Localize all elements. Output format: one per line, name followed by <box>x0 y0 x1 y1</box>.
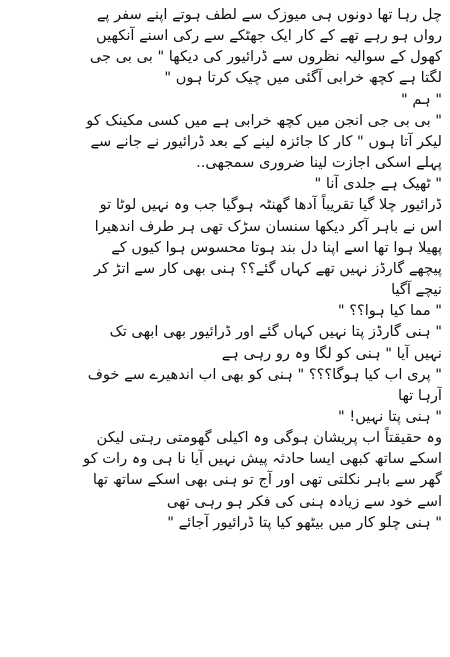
text-line: لگتا ہے کچھ خرابی آگئی میں چیک کرتا ہوں " <box>164 69 442 87</box>
text-line: پیچھے گارڈز نہیں تھے کہاں گئے؟؟ ہنی بھی کار سے اتڑ کر <box>93 259 442 277</box>
text-line: نہیں آیا " ہنی کو لگا وہ رو رہی ہے <box>221 344 442 362</box>
text-line: " مما کیا ہوا؟؟ " <box>337 302 442 320</box>
text-line: " ہم " <box>401 90 442 108</box>
text-line: کھول کے سوالیہ نظروں سے ڈرائیور کی دیکھا " بی بی جی <box>89 48 442 66</box>
text-line: اس نے باہر آکر دیکھا سنسان سڑک تھی ہر طرف اندھیرا <box>94 217 442 235</box>
text-line: " ہنی گارڈز پتا نہیں کہاں گئے اور ڈرائیور بھی ابھی تک <box>109 323 442 341</box>
text-line: آرہا تھا <box>398 386 442 404</box>
text-line: پہلے اسکی اجازت لینا ضروری سمجھی.. <box>196 154 442 172</box>
text-line: " ٹھیک ہے جلدی آنا " <box>314 175 442 193</box>
text-line: " بی بی جی انجن میں کچھ خرابی ہے میں کسی مکینک کو <box>86 111 442 129</box>
text-line: " پری اب کیا ہوگا؟؟؟ " ہنی کو بھی اب اندھیرے سے خوف <box>87 365 442 383</box>
text-line: اسے خود سے زیادہ ہنی کی فکر ہو رہی تھی <box>166 492 442 510</box>
text-line: گھر سے باہر نکلتی تھی اور آج تو ہنی بھی اسکے ساتھ تھا <box>92 471 442 489</box>
text-line: نیچے آگیا <box>391 281 442 299</box>
text-line: چل رہا تھا دونوں ہی میوزک سے لطف ہوتے اپنے سفر پے <box>96 6 442 23</box>
text-line: وہ حقیقتاً اب پریشان ہوگی وہ اکیلی گھومتی رہتی لیکن <box>96 429 442 447</box>
text-line: پھیلا ہوا تھا اسے اپنا دل بند ہوتا محسوس ہوا کیوں کے <box>111 238 442 256</box>
text-line: لیکر آتا ہوں " کار کا جائزہ لینے کے بعد ڈرائیور نے جانے سے <box>90 132 442 150</box>
text-line: ڈرائیور چلا گیا تقریباً آدھا گھنٹہ ہوگیا جب وہ نہیں لوٹا تو <box>99 196 442 214</box>
text-line: " ہنی چلو کار میں بیٹھو کیا پتا ڈرائیور آجائے " <box>167 513 442 531</box>
text-line: " ہنی پتا نہیں! " <box>338 407 442 425</box>
text-line: رواں ہو رہے تھے کے کار ایک جھٹکے سے رکی اسنے آنکھیں <box>96 27 442 45</box>
text-line: اسکے ساتھ کبھی ایسا حادثہ پیش نہیں آیا نا ہی وہ رات کو <box>83 450 442 468</box>
